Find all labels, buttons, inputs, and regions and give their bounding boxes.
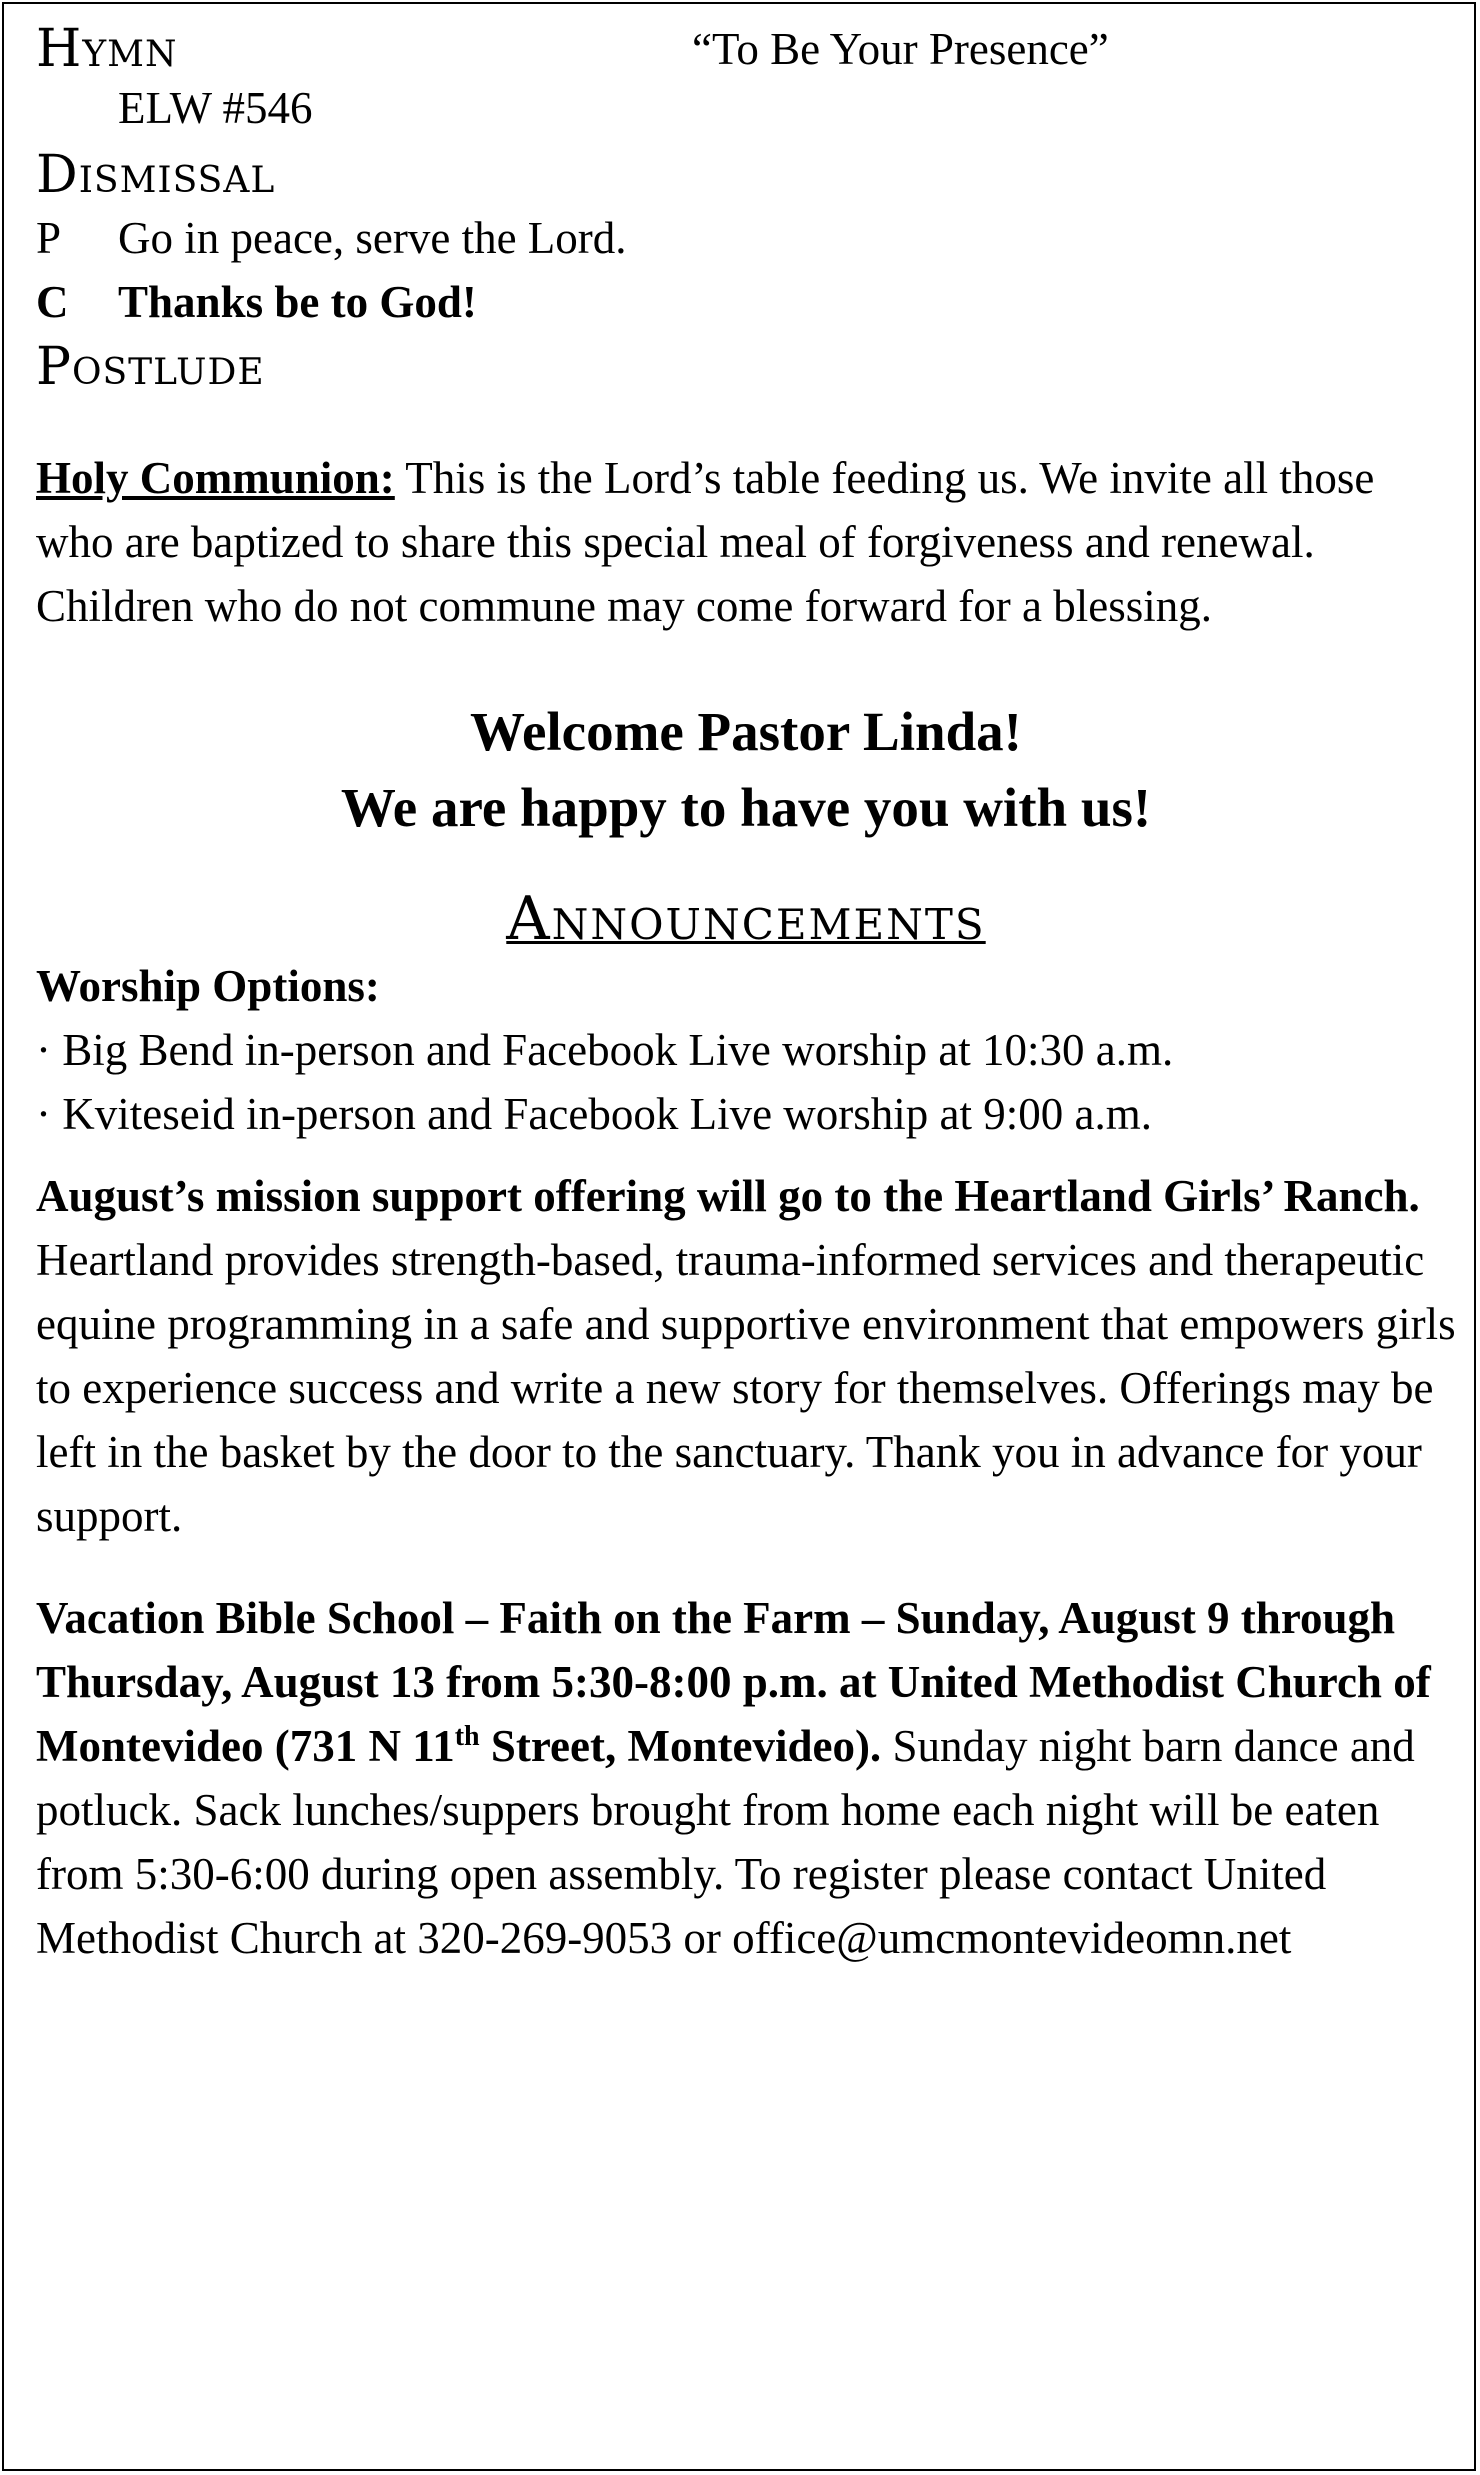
vbs-text: Sunday night barn dance and potluck. Sack lunches/suppers brought from home each night will be eaten from 5:30-6:00 during open assembly. To register please contact United Methodist Church at 320-269-9053 or office@umcmontevideomn.net bbox=[36, 1721, 1415, 1963]
announcements-heading bbox=[36, 884, 1456, 954]
mission-bold: August’s mission support offering will go to the Heartland Girls’ Ranch. bbox=[36, 1171, 1420, 1221]
welcome-block bbox=[36, 694, 1456, 846]
hymn-number: ELW #546 bbox=[118, 83, 313, 133]
vbs-bold-1: Vacation Bible School – Faith on the Farm – Sunday, August 9 through Thursday, August 13 from 5:30-8:00 p.m. at United Methodist Church of Montevideo (731 N 11 bbox=[36, 1593, 1431, 1771]
announcements-heading-text: Announcements bbox=[506, 884, 986, 954]
dismissal-pastor-line bbox=[36, 206, 1456, 270]
hymn-row bbox=[36, 18, 1456, 80]
welcome-line-1: Welcome Pastor Linda! bbox=[470, 701, 1022, 762]
postlude-heading: Postlude bbox=[36, 337, 265, 397]
communion-label: Holy Communion: bbox=[36, 453, 395, 503]
pastor-text: Go in peace, serve the Lord. bbox=[118, 213, 627, 263]
mission-text: Heartland provides strength-based, trauma-informed services and therapeutic equine programming in a safe and supportive environment that empowers girls to experience success and write a new story for themselves. Offerings may be left in the basket by the door to the sanctuary. Thank you in advance for your support. bbox=[36, 1235, 1456, 1541]
hymn-title: “To Be Your Presence” bbox=[692, 24, 1109, 74]
dismissal-heading: Dismissal bbox=[36, 145, 276, 205]
congregation-lead: C bbox=[36, 277, 69, 327]
pastor-lead: P bbox=[36, 213, 62, 263]
congregation-text: Thanks be to God! bbox=[118, 277, 477, 327]
vbs-bold-2: Street, Montevideo). bbox=[479, 1721, 882, 1771]
worship-options-label: Worship Options: bbox=[36, 961, 380, 1011]
mission-paragraph bbox=[36, 1164, 1456, 1548]
welcome-line-2: We are happy to have you with us! bbox=[340, 777, 1152, 838]
vbs-paragraph bbox=[36, 1586, 1456, 1970]
hymn-heading: Hymn bbox=[36, 19, 178, 79]
bulletin-page bbox=[36, 18, 1456, 1970]
communion-paragraph bbox=[36, 446, 1456, 638]
communion-text: This is the Lord’s table feeding us. We invite all those who are baptized to share this special meal of forgiveness and renewal. Children who do not commune may come forward for a blessing. bbox=[36, 453, 1375, 631]
worship-option-big-bend: · Big Bend in-person and Facebook Live worship at 10:30 a.m. bbox=[36, 1025, 1174, 1075]
worship-option-kviteseid: · Kviteseid in-person and Facebook Live worship at 9:00 a.m. bbox=[36, 1089, 1152, 1139]
vbs-superscript: th bbox=[454, 1721, 480, 1752]
dismissal-congregation-line bbox=[36, 270, 1456, 334]
